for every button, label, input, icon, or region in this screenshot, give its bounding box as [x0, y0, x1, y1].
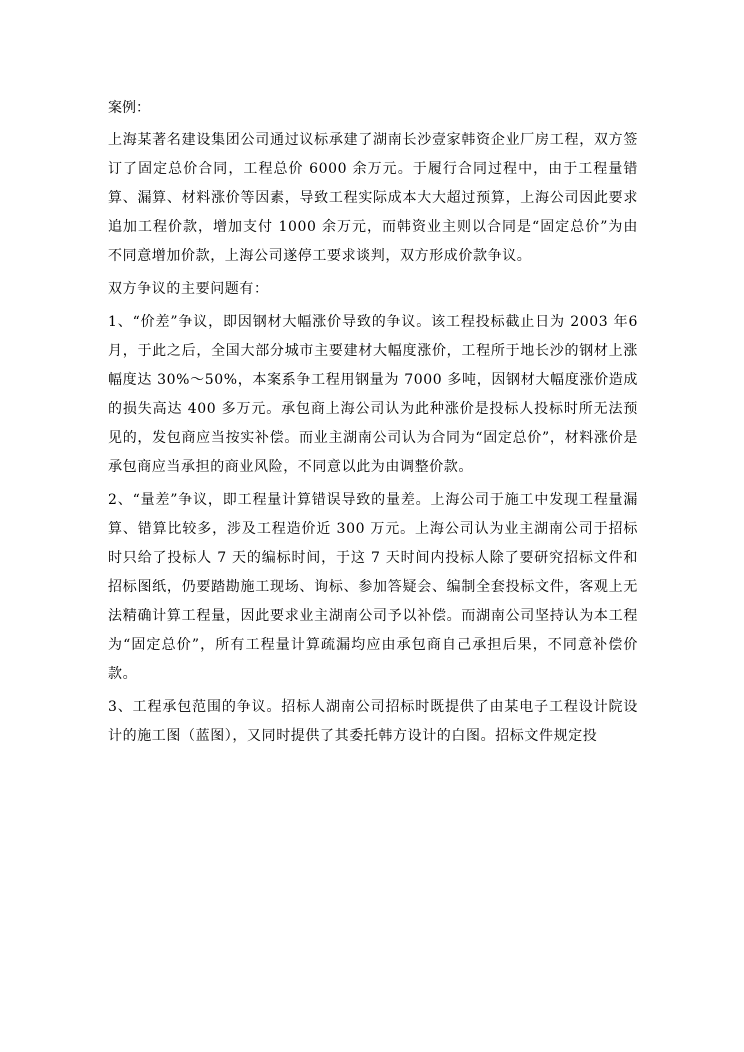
document-body: [108, 94, 638, 755]
paragraph-background: 上海某著名建设集团公司通过议标承建了湖南长沙壹家韩资企业厂房工程，双方签订了固定总价合同，工程总价 6000 余万元。于履行合同过程中，由于工程量错算、漏算、材料涨价等因素，导致工程实际成本大大超过预算，上海公司因此要求追加工程价款，增加支付 1000 余万元，而韩资业主则以合同是“固定总价”为由不同意增加价款，上海公司遂停工要求谈判，双方形成价款争议。: [108, 132, 638, 264]
paragraph-issues-intro: 双方争议的主要问题有：: [108, 281, 269, 297]
paragraph-price-dispute: 1、“价差”争议，即因钢材大幅涨价导致的争议。该工程投标截止日为 2003 年6 月，于此之后，全国大部分城市主要建材大幅度涨价，工程所于地长沙的钢材上涨幅度达 30%～50%，本案系争工程用钢量为 7000 多吨，因钢材大幅度涨价造成的损失高达 400 多万元。承包商上海公司认为此种涨价是投标人投标时所无法预见的，发包商应当按实补偿。而业主湖南公司认为合同为“固定总价”，材料涨价是承包商应当承担的商业风险，不同意以此为由调整价款。: [108, 314, 638, 475]
case-heading: 案例：: [108, 100, 150, 116]
paragraph-scope-dispute: 3、工程承包范围的争议。招标人湖南公司招标时既提供了由某电子工程设计院设计的施工图（蓝图），又同时提供了其委托韩方设计的白图。招标文件规定投: [108, 699, 638, 744]
paragraph-quantity-dispute: 2、“量差”争议，即工程量计算错误导致的量差。上海公司于施工中发现工程量漏算、错算比较多，涉及工程造价近 300 万元。上海公司认为业主湖南公司于招标时只给了投标人 7 天的编标时间，于这 7 天时间内投标人除了要研究招标文件和招标图纸，仍要踏勘施工现场、询标、参加答疑会、编制全套投标文件，客观上无法精确计算工程量，因此要求业主湖南公司予以补偿。而湖南公司坚持认为本工程为“固定总价”，所有工程量计算疏漏均应由承包商自己承担后果，不同意补偿价款。: [108, 492, 638, 682]
